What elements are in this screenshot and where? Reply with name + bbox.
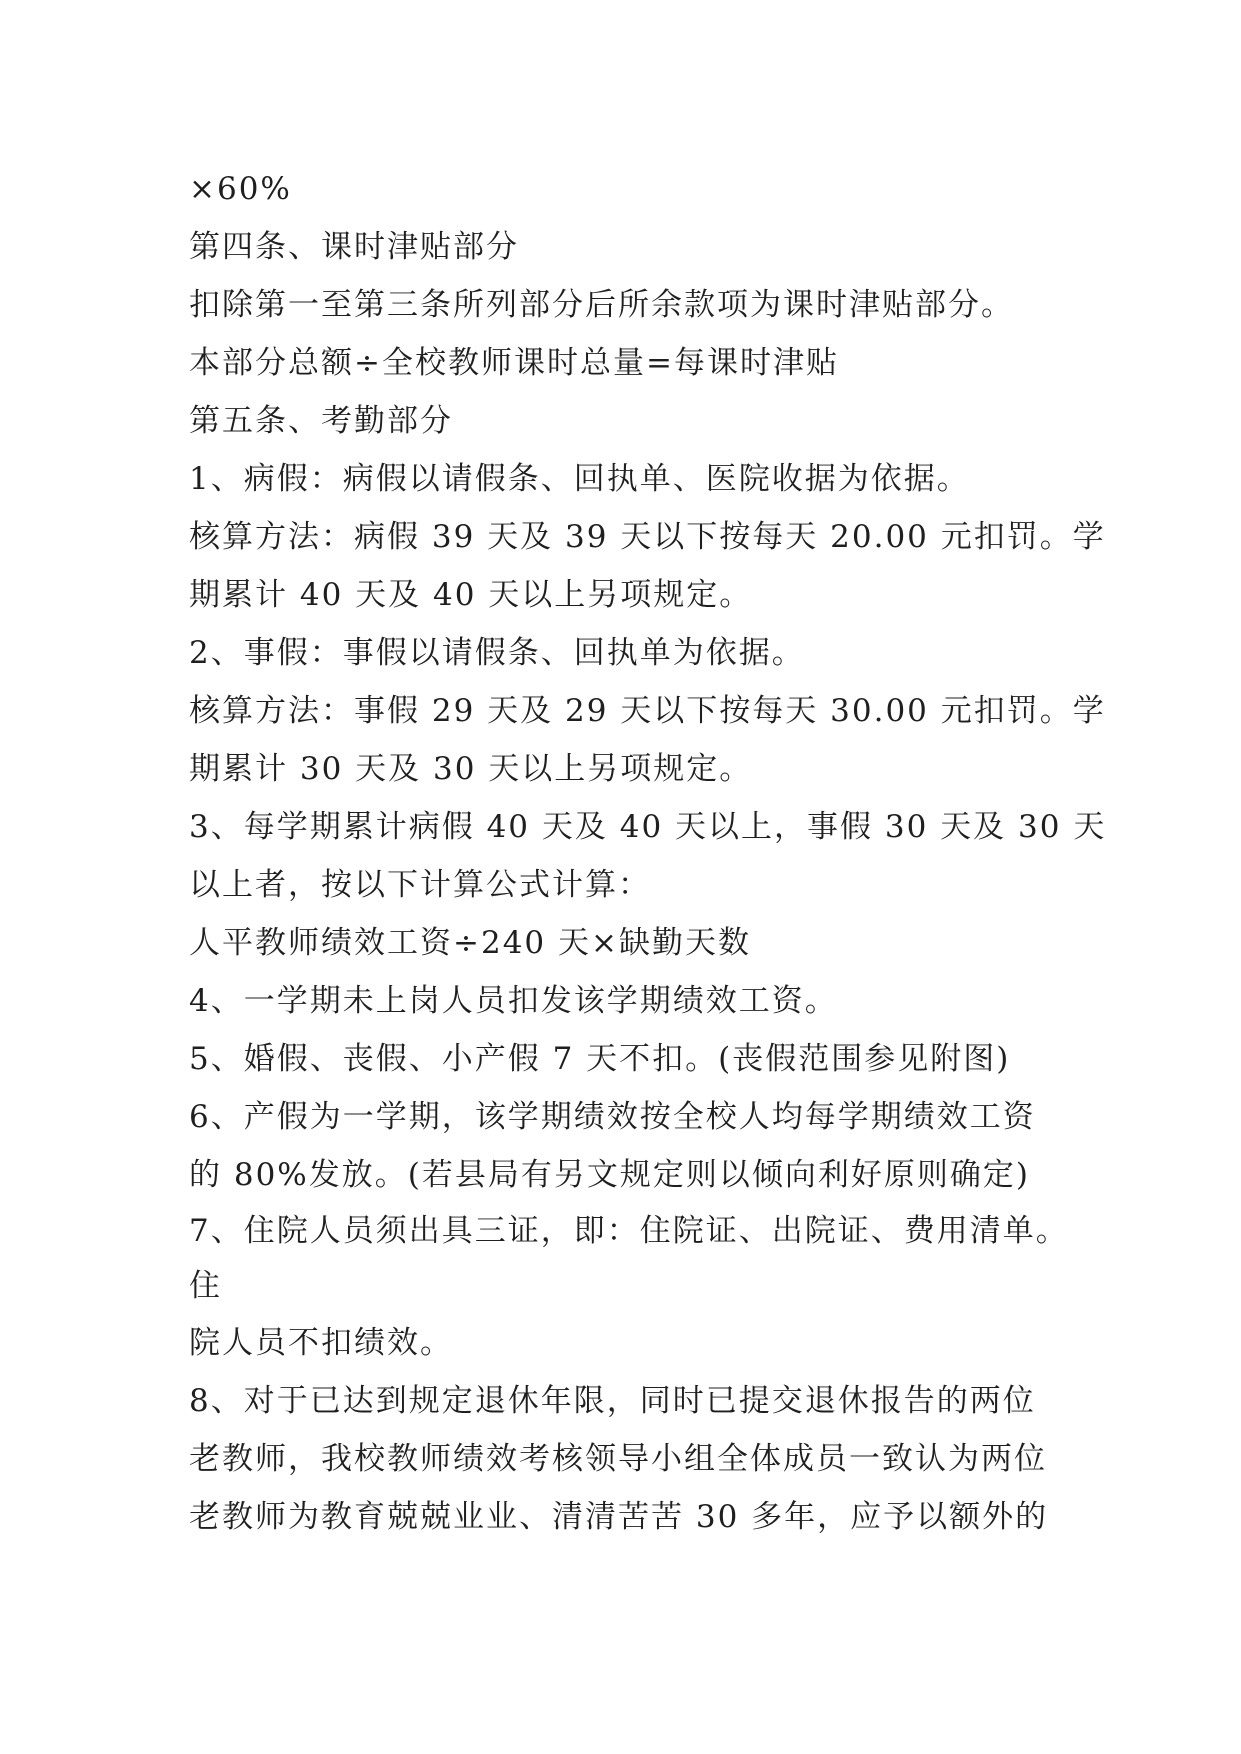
list-item-retiring-teachers: 8、对于已达到规定退休年限，同时已提交退休报告的两位 [189,1383,1036,1419]
text-line: 期累计 40 天及 40 天以上另项规定。 [189,577,753,613]
text-line: 核算方法：病假 39 天及 39 天以下按每天 20.00 元扣罚。学 [189,519,1106,555]
text-line: 以上者，按以下计算公式计算： [189,867,651,903]
text-line: 核算方法：事假 29 天及 29 天以下按每天 30.00 元扣罚。学 [189,693,1106,729]
text-line: 期累计 30 天及 30 天以上另项规定。 [189,751,753,787]
list-item-absent-staff: 4、一学期未上岗人员扣发该学期绩效工资。 [189,983,838,1019]
text-line: 老教师为教育兢兢业业、清清苦苦 30 多年，应予以额外的 [189,1499,1049,1535]
list-item-sick-leave: 1、病假：病假以请假条、回执单、医院收据为依据。 [189,461,970,497]
text-line: 住 [189,1268,222,1304]
list-item-personal-leave: 2、事假：事假以请假条、回执单为依据。 [189,635,805,671]
text-line: 的 80%发放。(若县局有另文规定则以倾向利好原则确定) [189,1157,1030,1193]
text-line-formula: 人平教师绩效工资÷240 天×缺勤天数 [189,925,751,961]
list-item-marriage-funeral-leave: 5、婚假、丧假、小产假 7 天不扣。(丧假范围参见附图) [189,1041,1011,1077]
list-item-cumulative-leave: 3、每学期累计病假 40 天及 40 天以上，事假 30 天及 30 天 [189,809,1107,845]
text-line: 扣除第一至第三条所列部分后所余款项为课时津贴部分。 [189,287,1014,323]
list-item-hospitalization: 7、住院人员须出具三证，即：住院证、出院证、费用清单。 [189,1213,1069,1249]
text-line-formula-tail: ×60% [189,171,292,207]
text-line: 院人员不扣绩效。 [189,1325,453,1361]
section-heading-article-4: 第四条、课时津贴部分 [189,229,519,265]
text-line: 老教师，我校教师绩效考核领导小组全体成员一致认为两位 [189,1441,1047,1477]
list-item-maternity-leave: 6、产假为一学期，该学期绩效按全校人均每学期绩效工资 [189,1099,1036,1135]
section-heading-article-5: 第五条、考勤部分 [189,403,453,439]
text-line: 本部分总额÷全校教师课时总量=每课时津贴 [189,345,839,381]
document-body [189,160,1107,1546]
